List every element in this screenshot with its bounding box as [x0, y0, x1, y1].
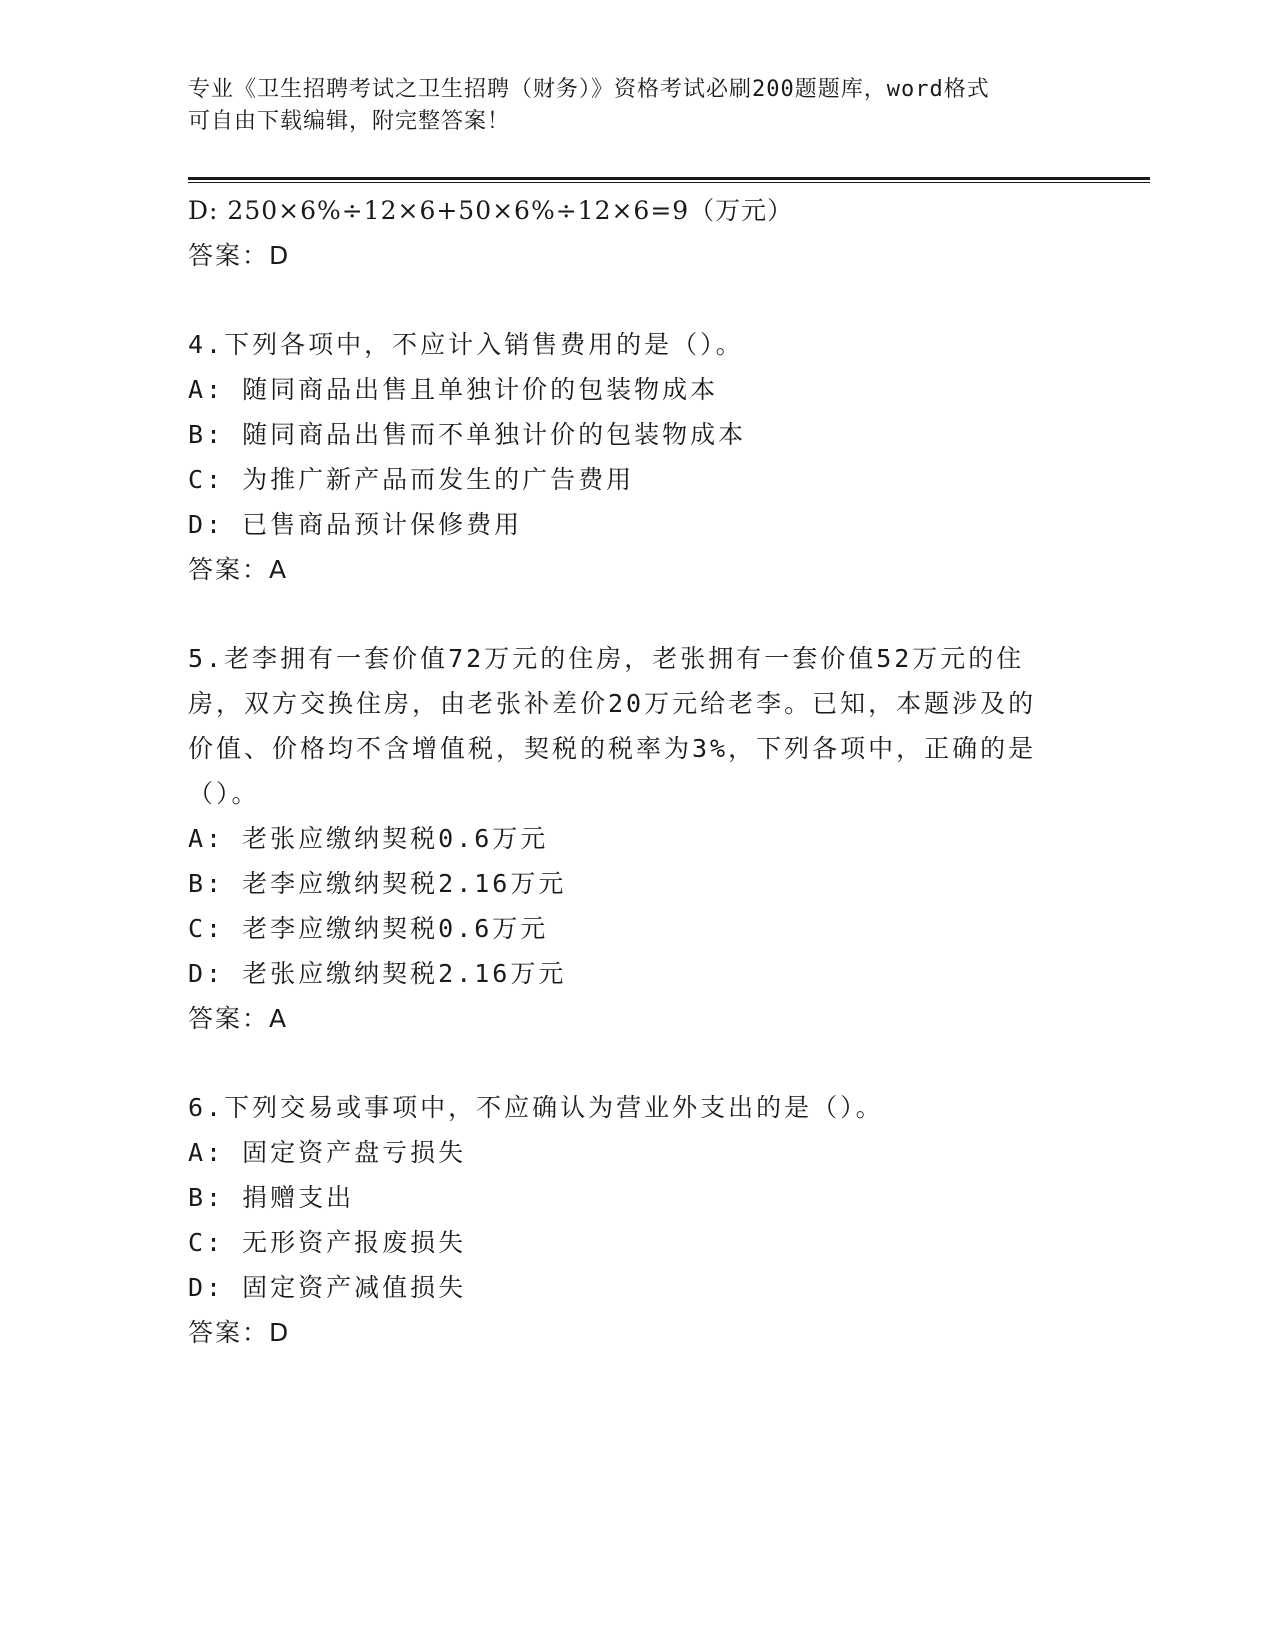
question-content — [188, 188, 1078, 1355]
question-4 — [188, 322, 1078, 592]
answer-line: 答案：D — [188, 1318, 291, 1347]
option-d: D: 老张应缴纳契税2.16万元 — [188, 959, 567, 988]
question-6 — [188, 1085, 1078, 1355]
header-line-2: 可自由下载编辑，附完整答案！ — [188, 109, 511, 134]
question-stem: 4.下列各项中，不应计入销售费用的是（）。 — [188, 330, 744, 359]
option-a: A: 随同商品出售且单独计价的包装物成本 — [188, 375, 719, 404]
answer-line: 答案：D — [188, 241, 291, 270]
option-b: B: 捐赠支出 — [188, 1183, 355, 1212]
question-5 — [188, 636, 1078, 1041]
answer-line: 答案：A — [188, 555, 289, 584]
option-a: A: 老张应缴纳契税0.6万元 — [188, 824, 549, 853]
option-a: A: 固定资产盘亏损失 — [188, 1138, 467, 1167]
spacer — [188, 1041, 1078, 1085]
question-stem-line-3: 价值、价格均不含增值税，契税的税率为3%，下列各项中，正确的是 — [188, 734, 1037, 763]
option-d: D: 250×6%÷12×6+50×6%÷12×6=9（万元） — [188, 196, 794, 225]
option-c: C: 老李应缴纳契税0.6万元 — [188, 914, 549, 943]
option-c: C: 无形资产报废损失 — [188, 1228, 467, 1257]
page-header — [188, 74, 1068, 138]
option-c: C: 为推广新产品而发生的广告费用 — [188, 465, 635, 494]
option-b: B: 随同商品出售而不单独计价的包装物成本 — [188, 420, 747, 449]
header-line-1: 专业《卫生招聘考试之卫生招聘（财务）》资格考试必刷200题题库，word格式 — [188, 77, 990, 102]
question-stem-line-4: （）。 — [188, 779, 260, 808]
option-b: B: 老李应缴纳契税2.16万元 — [188, 869, 567, 898]
answer-line: 答案：A — [188, 1004, 289, 1033]
header-divider-thin — [188, 182, 1150, 183]
spacer — [188, 592, 1078, 636]
question-stem-line-1: 5.老李拥有一套价值72万元的住房，老张拥有一套价值52万元的住 — [188, 644, 1025, 673]
option-d: D: 已售商品预计保修费用 — [188, 510, 523, 539]
header-divider-thick — [188, 177, 1150, 180]
question-stem-line-2: 房，双方交换住房，由老张补差价20万元给老李。已知，本题涉及的 — [188, 689, 1037, 718]
option-d: D: 固定资产减值损失 — [188, 1273, 467, 1302]
question-stem: 6.下列交易或事项中，不应确认为营业外支出的是（）。 — [188, 1093, 884, 1122]
spacer — [188, 278, 1078, 322]
previous-question-tail — [188, 188, 1078, 278]
